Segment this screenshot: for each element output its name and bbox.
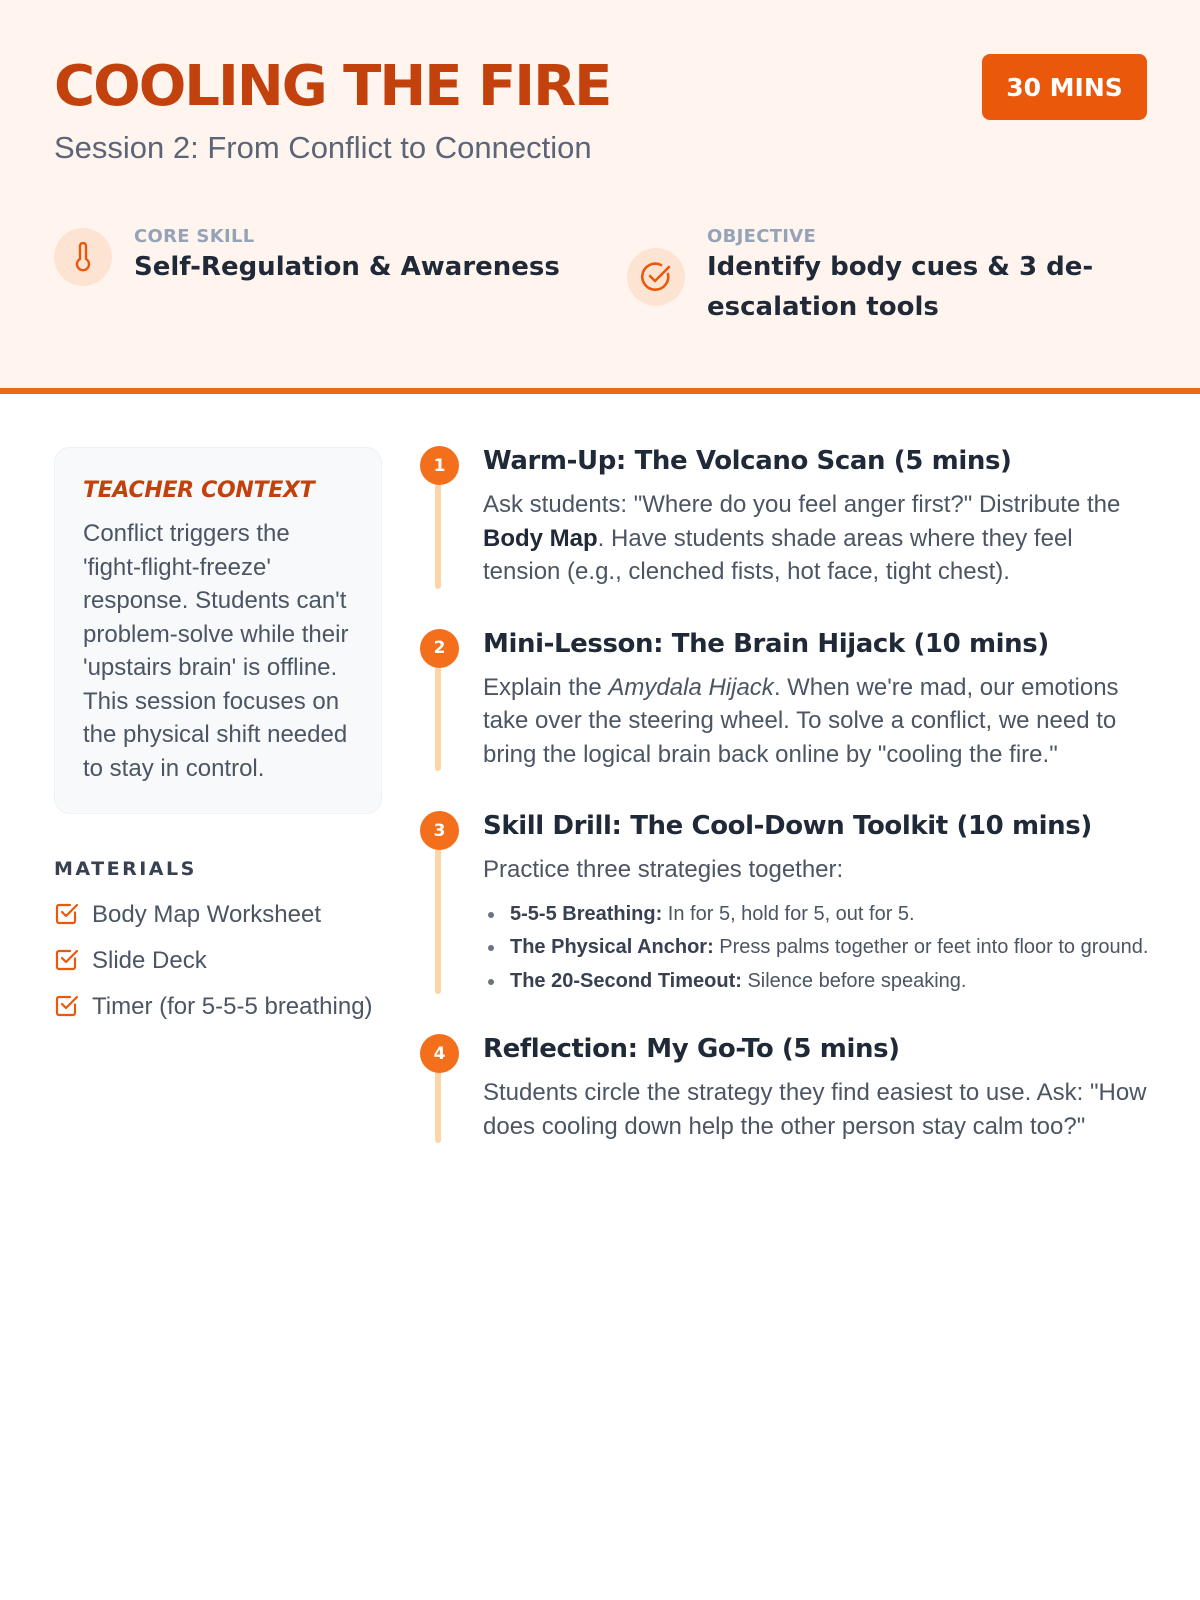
teacher-context-title: TEACHER CONTEXT [83, 478, 315, 503]
page-title: COOLING THE FIRE [54, 54, 611, 119]
materials-item-label: Timer (for 5-5-5 breathing) [92, 993, 373, 1020]
step-description: Ask students: "Where do you feel anger first?" Distribute the Body Map. Have students shade areas where they feel tension (e.g., clenched fists, hot face, tight chest). [483, 491, 1121, 585]
teacher-context-body: Conflict triggers the 'fight-flight-freeze' response. Students can't problem-solve while their 'upstairs brain' is offline. This session focuses on the physical shift needed to stay in control. [83, 520, 349, 782]
header [0, 0, 1200, 394]
checkbox-icon [54, 900, 80, 926]
materials-item-label: Body Map Worksheet [92, 901, 321, 928]
strategy-item: 5-5-5 Breathing: In for 5, hold for 5, out for 5. [483, 901, 1150, 928]
objective-value: Identify body cues & 3 de-escalation tools [707, 252, 1094, 322]
materials-list [54, 898, 382, 1023]
materials-item [54, 944, 382, 977]
step-1 [420, 446, 1150, 589]
teacher-context-card [54, 447, 382, 814]
strategy-list [483, 901, 1150, 995]
timeline-line [435, 1062, 441, 1143]
checkbox-icon [54, 992, 80, 1018]
materials-item [54, 898, 382, 931]
step-3 [420, 811, 1150, 994]
step-description: Practice three strategies together: [483, 856, 844, 883]
step-title: Reflection: My Go-To (5 mins) [483, 1034, 900, 1064]
hijack-term: Amydala Hijack [608, 673, 774, 701]
check-circle-icon [627, 248, 685, 306]
step-number: 4 [420, 1034, 459, 1073]
duration-badge: 30 MINS [982, 54, 1147, 120]
timeline-line [435, 839, 441, 994]
step-number: 2 [420, 629, 459, 668]
checkbox-icon [54, 946, 80, 972]
lesson-steps [420, 446, 1150, 1183]
core-skill-label: CORE SKILL [134, 226, 255, 247]
materials-title: MATERIALS [54, 858, 197, 880]
strategy-item: The Physical Anchor: Press palms together or feet into floor to ground. [483, 934, 1150, 961]
step-description: Explain the Amydala Hijack. When we're mad, our emotions take over the steering wheel. To solve a conflict, we need to bring the logical brain back online by "cooling the fire." [483, 673, 1119, 768]
core-skill [54, 226, 560, 287]
thermometer-icon [54, 228, 112, 286]
step-4 [420, 1034, 1150, 1143]
page-subtitle: Session 2: From Conflict to Connection [54, 130, 592, 165]
body-map-term: Body Map [483, 524, 598, 552]
step-title: Warm-Up: The Volcano Scan (5 mins) [483, 446, 1012, 476]
step-description: Students circle the strategy they find easiest to use. Ask: "How does cooling down help the other person stay calm too?" [483, 1079, 1147, 1140]
step-title: Mini-Lesson: The Brain Hijack (10 mins) [483, 628, 1049, 659]
materials-item-label: Slide Deck [92, 947, 207, 974]
step-2 [420, 629, 1150, 772]
timeline-line [435, 657, 441, 772]
strategy-item: The 20-Second Timeout: Silence before speaking. [483, 968, 1150, 995]
objective [627, 226, 1107, 327]
step-number: 3 [420, 811, 459, 850]
objective-label: OBJECTIVE [707, 226, 817, 247]
materials-item [54, 990, 382, 1023]
step-number: 1 [420, 446, 459, 485]
sidebar [54, 447, 382, 1036]
timeline-line [435, 474, 441, 589]
step-title: Skill Drill: The Cool-Down Toolkit (10 mins) [483, 811, 1092, 841]
core-skill-value: Self-Regulation & Awareness [134, 252, 560, 282]
